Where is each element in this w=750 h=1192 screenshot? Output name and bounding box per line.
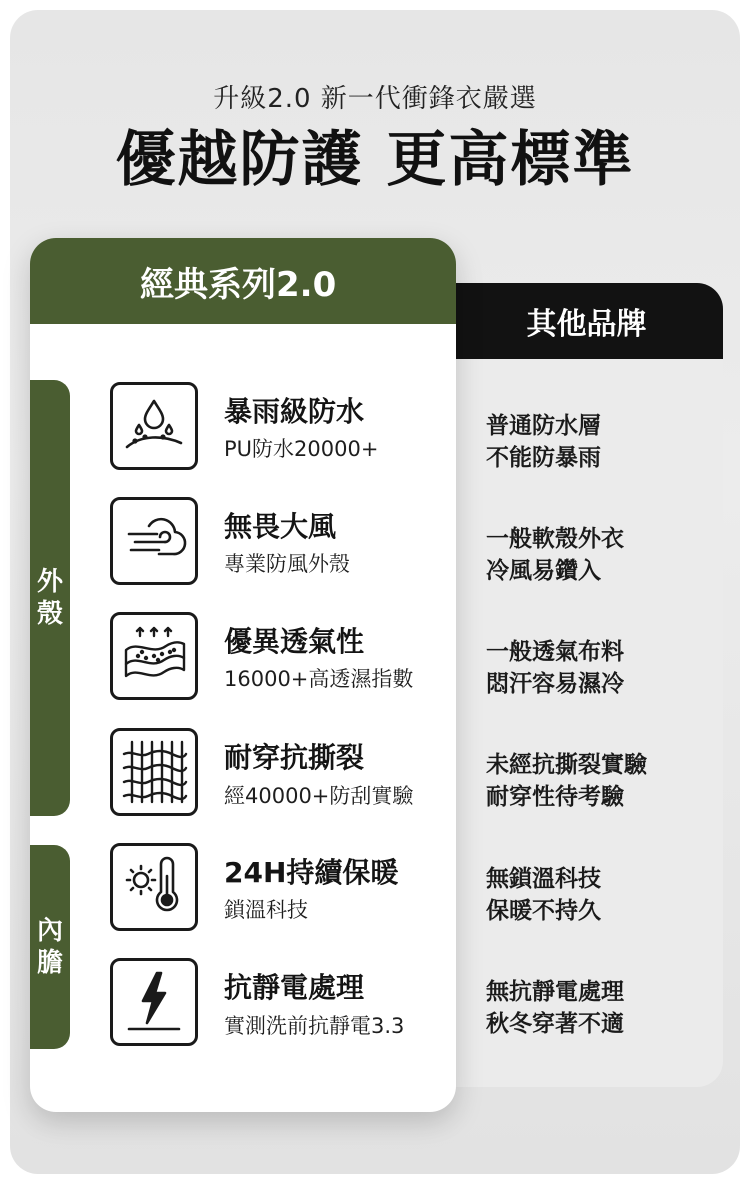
side-tab-char: 外: [36, 567, 63, 597]
page-subtitle: 升級2.0 新一代衝鋒衣嚴選: [213, 84, 537, 114]
side-tab-inner-liner: [30, 845, 70, 1049]
other-row-line1: 普通防水層: [486, 413, 601, 439]
feature-title: 無畏大風: [224, 510, 337, 543]
other-row: [486, 976, 716, 1040]
other-row-line1: 無鎖溫科技: [486, 866, 601, 892]
other-row-line2: 不能防暴雨: [486, 445, 601, 471]
rain-drops-icon: [110, 382, 198, 470]
lightning-icon: [110, 958, 198, 1046]
wind-cloud-icon: [110, 497, 198, 585]
feature-desc: 鎖溫科技: [224, 898, 308, 922]
other-row-line2: 悶汗容易濕冷: [486, 671, 624, 697]
other-row-line2: 保暖不持久: [486, 898, 601, 924]
feature-title: 優異透氣性: [224, 625, 365, 658]
feature-title: 抗靜電處理: [224, 971, 365, 1004]
other-row-line1: 未經抗撕裂實驗: [486, 752, 647, 778]
side-tab-char: 殼: [36, 599, 63, 629]
feature-desc: PU防水20000+: [224, 437, 379, 461]
classic-series-header: 經典系列2.0: [30, 238, 456, 324]
page-title: 優越防護 更高標準: [115, 125, 635, 195]
feature-desc: 經40000+防刮實驗: [224, 784, 414, 808]
other-row: [486, 863, 716, 927]
other-row-line2: 耐穿性待考驗: [486, 784, 624, 810]
other-row: [486, 523, 716, 587]
side-tab-char: 膽: [36, 948, 63, 978]
thermometer-icon: [110, 843, 198, 931]
other-brands-card: [420, 283, 723, 1087]
other-row: [486, 410, 716, 474]
other-row-line2: 冷風易鑽入: [486, 558, 601, 584]
other-row: [486, 749, 716, 813]
other-row-line2: 秋冬穿著不適: [486, 1011, 624, 1037]
side-tab-outer-shell: [30, 380, 70, 816]
feature-desc: 16000+高透濕指數: [224, 667, 414, 691]
other-row-line1: 一般軟殼外衣: [486, 526, 624, 552]
other-row-line1: 無抗靜電處理: [486, 979, 624, 1005]
feature-title: 暴雨級防水: [224, 395, 365, 428]
feature-title: 24H持續保暖: [224, 856, 399, 889]
woven-fabric-icon: [110, 728, 198, 816]
other-brands-header: 其他品牌: [420, 283, 723, 359]
other-row-line1: 一般透氣布料: [486, 639, 624, 665]
side-tab-char: 內: [36, 916, 63, 946]
feature-title: 耐穿抗撕裂: [224, 741, 365, 774]
other-row: [486, 636, 716, 700]
breathable-fabric-icon: [110, 612, 198, 700]
feature-desc: 實測洗前抗靜電3.3: [224, 1014, 405, 1038]
feature-desc: 專業防風外殼: [224, 552, 350, 576]
